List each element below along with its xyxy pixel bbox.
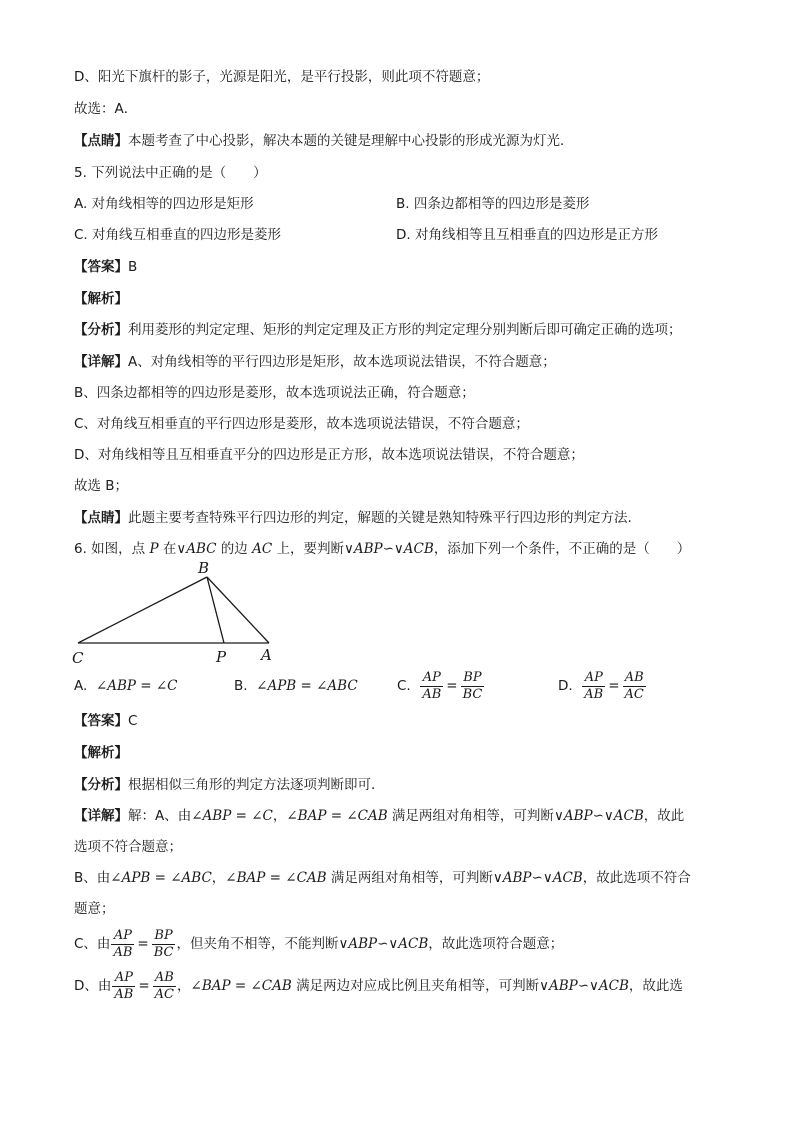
q5-answer xyxy=(74,258,137,276)
q6-option-d xyxy=(558,666,647,706)
stem-math: P xyxy=(149,541,159,557)
detail-text: D、由 xyxy=(74,978,112,994)
fenxi-text: 根据相似三角形的判定方法逐项判断即可． xyxy=(128,777,385,793)
fenxi-tag: 【分析】 xyxy=(74,777,128,793)
detail-text: ，但夹角不相等，不能判断 xyxy=(176,936,339,952)
stem-math: ∨ABP∽∨ACB xyxy=(343,541,434,557)
q6-answer xyxy=(74,712,137,730)
detail-math: ∠APB = ∠ABC xyxy=(110,870,212,886)
detail-tag: 【详解】 xyxy=(74,808,128,824)
q5-detail-b: B、四条边都相等的四边形是菱形，故本选项说法正确，符合题意； xyxy=(74,385,475,401)
answer-value: C xyxy=(128,713,138,729)
point-text: 本题考查了中心投影，解决本题的关键是理解中心投影的形成光源为灯光． xyxy=(128,133,574,149)
q6-detail-c xyxy=(74,924,563,964)
stem-text: 上，要判断 xyxy=(272,541,344,557)
q6-fenxi xyxy=(74,776,385,794)
q6-option-c xyxy=(397,666,485,706)
equals-sign: = xyxy=(446,678,458,694)
q5-detail-d: D、对角线相等且互相垂直平分的四边形是正方形，故本选项说法错误，不符合题意； xyxy=(74,447,584,463)
q5-stem: 5. 下列说法中正确的是（ ） xyxy=(74,165,267,181)
detail-text: ，故此选 xyxy=(628,978,683,994)
segment-ba xyxy=(207,577,269,643)
q5-option-b: B. 四条边都相等的四边形是菱形 xyxy=(396,196,590,212)
prev-choose: 故选：A． xyxy=(74,101,138,117)
q6-option-a xyxy=(74,677,178,695)
label-c: C xyxy=(72,649,84,667)
point-tag: 【点睛】 xyxy=(74,133,128,149)
answer-tag: 【答案】 xyxy=(74,259,128,275)
option-label: C. xyxy=(397,678,411,694)
fraction: $\frac{AP}{AB}$ xyxy=(114,969,134,1002)
equals-sign: = xyxy=(608,678,620,694)
q5-detail-a xyxy=(74,353,556,371)
q6-detail-a xyxy=(74,807,684,825)
point-tag: 【点睛】 xyxy=(74,510,128,526)
prev-point xyxy=(74,132,574,150)
detail-math: ∨ABP∽∨ACB xyxy=(338,936,429,952)
label-a: A xyxy=(261,646,272,664)
answer-tag: 【答案】 xyxy=(74,713,128,729)
q5-fenxi xyxy=(74,321,682,339)
q5-option-c: C. 对角线互相垂直的四边形是菱形 xyxy=(74,227,282,243)
fraction: $\frac{AB}{AC}$ xyxy=(624,669,644,702)
detail-text: ， xyxy=(211,870,226,886)
q6-detail-b xyxy=(74,869,691,887)
label-p: P xyxy=(216,648,227,666)
detail-math: ∨ABP∽∨ACB xyxy=(539,978,629,994)
detail-text: 满足两组对角相等，可判断 xyxy=(387,808,554,824)
detail-math: ∠BAP = ∠CAB xyxy=(190,978,292,994)
q6-option-b xyxy=(234,677,358,695)
stem-text: 的边 xyxy=(216,541,253,557)
fenxi-text: 利用菱形的判定定理、矩形的判定定理及正方形的判定定理分别判断后即可确定正确的选项； xyxy=(128,322,682,338)
segment-cb xyxy=(78,577,207,643)
detail-tag: 【详解】 xyxy=(74,354,128,370)
fraction: $\frac{BP}{BC}$ xyxy=(153,927,174,960)
fenxi-tag: 【分析】 xyxy=(74,322,128,338)
detail-text: 满足两边对应成比例且夹角相等，可判断 xyxy=(291,978,540,994)
stem-text: 6. 如图，点 xyxy=(74,541,150,557)
q5-choose: 故选 B； xyxy=(74,478,129,494)
detail-math: ∠BAP = ∠CAB xyxy=(286,808,388,824)
answer-value: B xyxy=(128,259,138,275)
stem-math: ∨ABC xyxy=(176,541,217,557)
option-label: A. xyxy=(74,678,88,694)
detail-a-text: A、对角线相等的平行四边形是矩形，故本选项说法错误，不符合题意； xyxy=(128,354,556,370)
q6-detail-d xyxy=(74,966,683,1006)
stem-text: 在 xyxy=(158,541,177,557)
q5-point xyxy=(74,509,632,527)
detail-math: ∠ABP = ∠C xyxy=(191,808,273,824)
detail-text: ，故此选项不符合 xyxy=(582,870,691,886)
point-text: 此题主要考查特殊平行四边形的判定，解题的关键是熟知特殊平行四边形的判定方法. xyxy=(128,510,632,526)
prev-option-d-text: D、阳光下旗杆的影子，光源是阳光，是平行投影，则此项不符题意； xyxy=(74,69,490,85)
detail-math: ∨ABP∽∨ACB xyxy=(553,808,644,824)
detail-text: ， xyxy=(177,978,191,994)
q5-option-a: A. 对角线相等的四边形是矩形 xyxy=(74,196,254,212)
fraction: $\frac{AP}{AB}$ xyxy=(113,927,133,960)
fraction: $\frac{AP}{AB}$ xyxy=(584,669,604,702)
detail-math: ∨ABP∽∨ACB xyxy=(492,870,583,886)
equals-sign: = xyxy=(137,936,149,952)
equals-sign: = xyxy=(138,978,150,994)
option-label: B. xyxy=(234,678,248,694)
q5-detail-c: C、对角线互相垂直的平行四边形是菱形，故本选项说法错误，不符合题意； xyxy=(74,416,529,432)
q5-option-d: D. 对角线相等且互相垂直的四边形是正方形 xyxy=(396,227,658,243)
stem-math: AC xyxy=(252,541,273,557)
option-label: D. xyxy=(558,678,573,694)
detail-text: ，故此 xyxy=(643,808,685,824)
option-math: ∠APB = ∠ABC xyxy=(256,678,358,694)
detail-text: 满足两组对角相等，可判断 xyxy=(326,870,493,886)
detail-text: ， xyxy=(272,808,287,824)
detail-text: 解：A、由 xyxy=(128,808,192,824)
detail-text: B、由 xyxy=(74,870,111,886)
option-math: ∠ABP = ∠C xyxy=(95,678,178,694)
q6-detail-b-cont: 题意； xyxy=(74,901,115,917)
stem-text: ，添加下列一个条件，不正确的是（ ） xyxy=(433,541,691,557)
detail-text: C、由 xyxy=(74,936,111,952)
fraction: $\frac{BP}{BC}$ xyxy=(462,669,483,702)
detail-math: ∠BAP = ∠CAB xyxy=(225,870,327,886)
triangle-figure xyxy=(64,556,284,668)
fraction: $\frac{AP}{AB}$ xyxy=(422,669,442,702)
label-b: B xyxy=(198,559,210,577)
q6-detail-a-cont: 选项不符合题意； xyxy=(74,839,182,855)
detail-text: ，故此选项符合题意； xyxy=(428,936,564,952)
q6-analysis-tag: 【解析】 xyxy=(74,745,128,761)
fraction: $\frac{AB}{AC}$ xyxy=(154,969,175,1002)
q5-analysis-tag: 【解析】 xyxy=(74,291,128,307)
